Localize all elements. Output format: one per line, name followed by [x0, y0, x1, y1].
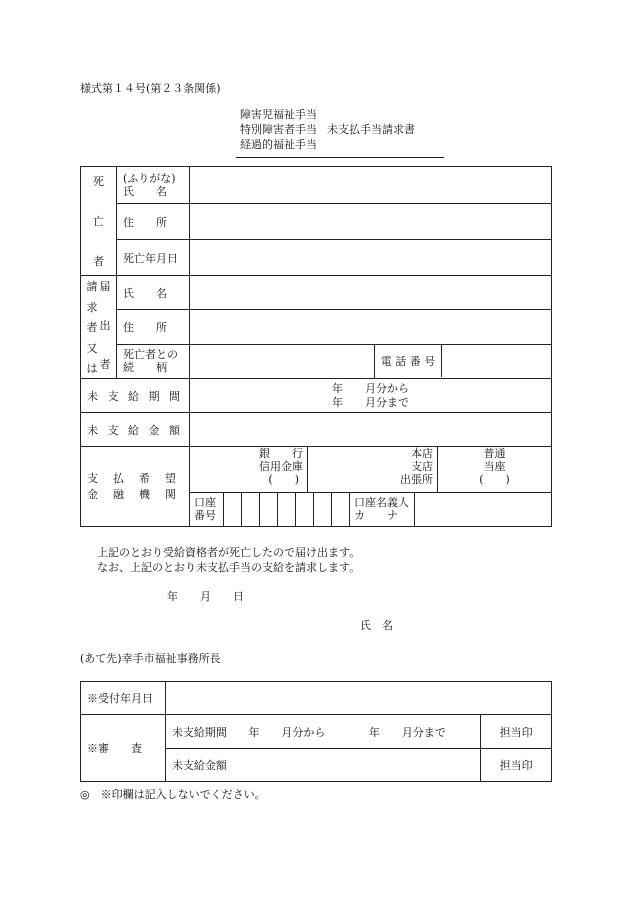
- deceased-name-field[interactable]: [190, 167, 552, 204]
- deceased-char-3: 者: [93, 255, 104, 268]
- claimant-char-5: は: [86, 362, 98, 375]
- title-underline: [236, 157, 444, 158]
- received-date-field[interactable]: [165, 682, 551, 715]
- claimant-char-4: 又: [86, 341, 98, 355]
- deceased-address-field[interactable]: [190, 204, 552, 240]
- review-period-to: 年 月分まで: [368, 725, 446, 739]
- review-period-label: 未支給期間: [171, 725, 227, 739]
- account-holder-label: [350, 493, 415, 526]
- claimant-name-field[interactable]: [190, 276, 552, 310]
- shinkin-option: 信用金庫: [259, 460, 303, 473]
- account-digit-3[interactable]: [260, 493, 278, 526]
- shiten-option: 支店: [411, 460, 433, 473]
- account-number-label-1: 口座: [194, 496, 216, 509]
- title-line-2: [240, 122, 415, 137]
- phone-row: [375, 344, 552, 378]
- title-line-2-label: 特別障害者手当: [240, 123, 317, 136]
- account-digit-6[interactable]: [314, 493, 332, 526]
- claimant-section-label: [81, 276, 117, 379]
- review-amount-label: 未支給金額: [171, 759, 227, 772]
- account-digit-2[interactable]: [242, 493, 260, 526]
- title-line-1: 障害児福祉手当: [240, 108, 317, 121]
- account-row: [190, 493, 552, 527]
- phone-field[interactable]: [442, 345, 551, 377]
- declaration-line-2: なお、上記のとおり未支払手当の支給を請求します。: [97, 561, 361, 574]
- relation-label-line-2: 続 柄: [123, 361, 167, 375]
- account-holder-label-1: 口座名義人: [354, 496, 409, 509]
- signature-label: 氏 名: [360, 619, 393, 632]
- claimant-name-label: 氏 名: [117, 276, 190, 310]
- form-title: [240, 107, 415, 152]
- deceased-char-2: 亡: [93, 215, 104, 228]
- deceased-char-1: 死: [93, 175, 104, 188]
- honten-option: 本店: [411, 447, 433, 460]
- bank-other-paren: ( ): [268, 473, 299, 486]
- claimant-address-field[interactable]: [190, 310, 552, 344]
- title-suffix: 未支払手当請求書: [327, 123, 415, 136]
- declaration: [97, 545, 360, 575]
- claimant-char-3: 者: [86, 321, 98, 334]
- unpaid-period-from: 年 月分から: [332, 381, 409, 395]
- relation-field[interactable]: [190, 344, 375, 378]
- relation-label-line-1: 死亡者との: [123, 348, 178, 362]
- stamp-2: 担当印: [481, 749, 552, 782]
- review-amount-cell[interactable]: [165, 749, 480, 782]
- review-label: ※審 査: [81, 715, 166, 782]
- branch-type-cell[interactable]: [308, 447, 437, 492]
- unpaid-amount-field[interactable]: [190, 413, 552, 447]
- bank-label-line-2: 金 融 機 関: [87, 487, 178, 501]
- review-period-cell[interactable]: [165, 715, 480, 749]
- addressee: (あて先)幸手市福祉事務所長: [80, 652, 221, 665]
- date-of-death-label: 死亡年月日: [117, 240, 190, 276]
- shucchojo-option: 出張所: [400, 473, 433, 486]
- unpaid-period-to: 年 月分まで: [332, 395, 409, 409]
- date-line: 年 月 日: [167, 590, 244, 603]
- account-type-cell[interactable]: [437, 447, 551, 492]
- stamp-1: 担当印: [481, 715, 552, 749]
- account-digit-4[interactable]: [278, 493, 296, 526]
- declaration-line-1: 上記のとおり受給資格者が死亡したので届け出ます。: [97, 546, 361, 559]
- account-number-label-2: 番号: [194, 509, 216, 522]
- bank-info-row: [190, 447, 552, 493]
- name-label: 氏 名: [123, 185, 167, 198]
- main-form-table: [80, 166, 552, 527]
- account-type-other-paren: ( ): [479, 473, 510, 486]
- account-digit-5[interactable]: [296, 493, 314, 526]
- furigana-label: (ふりがな): [123, 172, 176, 185]
- account-digit-1[interactable]: [224, 493, 242, 526]
- form-number: 様式第１４号(第２３条関係): [80, 82, 221, 95]
- phone-label: 電 話 番 号: [375, 345, 442, 377]
- bank-type-cell[interactable]: [190, 447, 308, 492]
- unpaid-period-field[interactable]: [190, 379, 552, 413]
- review-period-from: 年 月分から: [248, 725, 326, 739]
- unpaid-amount-label: 未 支 給 金 額: [81, 413, 190, 447]
- futsu-option: 普通: [483, 447, 506, 460]
- account-number-label: [190, 493, 224, 526]
- title-line-3: 経過的福祉手当: [240, 138, 317, 151]
- notifier-char-1: 届: [99, 280, 111, 293]
- received-date-label: ※受付年月日: [81, 682, 166, 715]
- notifier-char-2: 出: [99, 319, 111, 332]
- relation-label: [117, 344, 190, 378]
- unpaid-period-label: 未 支 給 期 間: [81, 379, 190, 413]
- toza-option: 当座: [483, 460, 506, 473]
- account-holder-label-2: カ ナ: [354, 509, 398, 522]
- footnote: ◎ ※印欄は記入しないでください。: [80, 788, 266, 801]
- deceased-address-label: 住 所: [117, 204, 190, 240]
- claimant-char-2: 求: [86, 300, 98, 314]
- account-holder-field[interactable]: [415, 493, 551, 526]
- bank-option: 銀 行: [259, 447, 303, 460]
- bank-section-label: [81, 447, 190, 527]
- deceased-section-label: [81, 167, 117, 276]
- claimant-address-label: 住 所: [117, 310, 190, 344]
- claimant-char-1: 請: [86, 280, 98, 293]
- bank-label-line-1: 支 払 希 望: [87, 471, 178, 485]
- date-of-death-field[interactable]: [190, 240, 552, 276]
- office-use-table: [80, 681, 552, 782]
- notifier-char-3: 者: [99, 358, 111, 371]
- deceased-name-label: [117, 167, 190, 204]
- account-digit-7[interactable]: [332, 493, 350, 526]
